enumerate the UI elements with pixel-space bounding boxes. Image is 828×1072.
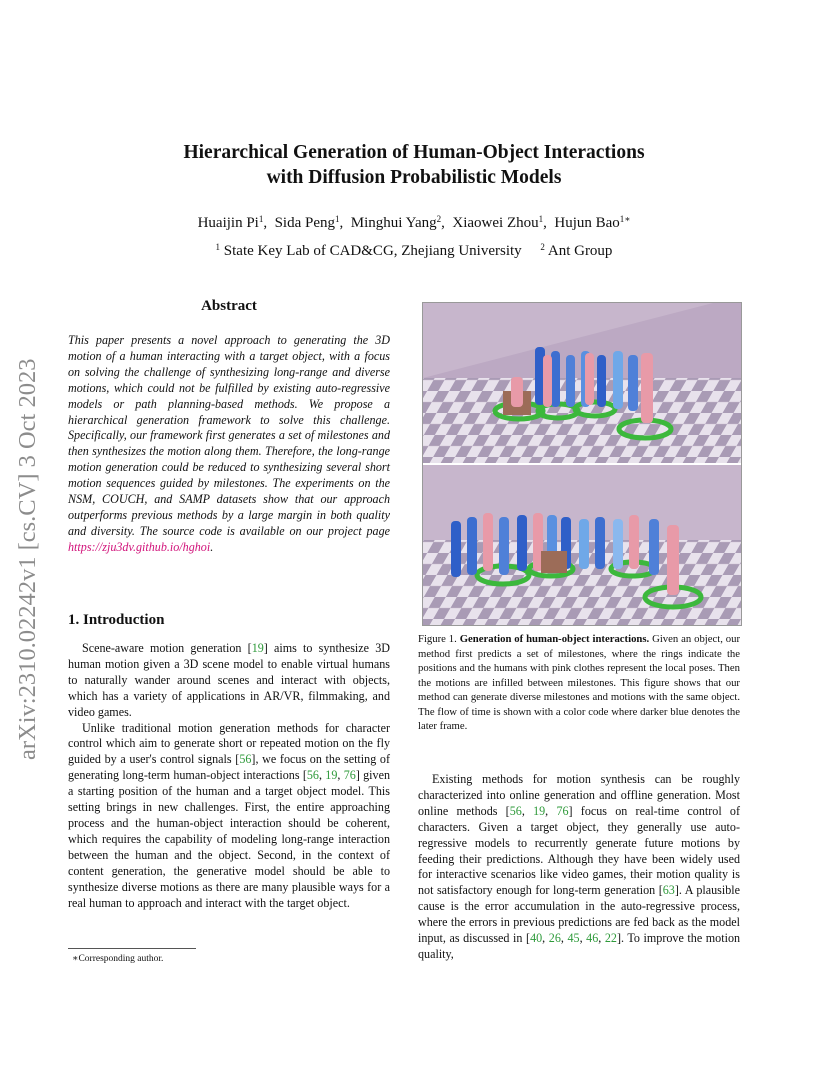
author: Minghui Yang$^2$ <box>350 214 442 231</box>
citation-link[interactable]: 76 <box>556 803 569 818</box>
author: Xiaowei Zhou$^1$ <box>452 214 544 231</box>
intro-body <box>68 641 390 911</box>
citation-link[interactable]: 22 <box>604 931 617 946</box>
author: Hujun Bao$^{1∗}$ <box>554 214 631 231</box>
paper-title <box>100 140 728 190</box>
figure-1-bottom-panel <box>423 465 741 625</box>
caption-label: Figure 1. <box>418 633 457 645</box>
abstract-heading: Abstract <box>201 298 257 314</box>
right-column-body <box>418 772 740 963</box>
citation-link[interactable]: 45 <box>567 931 580 946</box>
title-line-1: Hierarchical Generation of Human-Object Interactions <box>183 142 645 163</box>
citation-link[interactable]: 19 <box>251 641 264 655</box>
figure-1 <box>422 302 742 626</box>
paragraph: Unlike traditional motion generation methods for character control which aim to generate short or repeated motion on the fly guided by a user's control signals [56], we focus on the setting of generating long-term human-object interactions [56, 19, 76] given a starting position of the human and a target object model. This setting brings in new challenges. First, the entire approaching process and the human-object interaction should be coherent, which requires the capability of modeling long-range interaction between the human and the object. Second, in the context of content generation, the generative model should be able to synthesize diverse motions as there are many plausible ways for a real human to approach and interact with the target object. <box>68 720 391 910</box>
citation-link[interactable]: 26 <box>548 931 561 946</box>
affiliation-list: $^1$ State Key Lab of CAD&CG, Zhejiang University $^2$ Ant Group <box>215 242 613 259</box>
citation-link[interactable]: 46 <box>586 931 599 946</box>
footnote-rule <box>68 948 196 949</box>
footnote: ∗Corresponding author. <box>72 954 164 964</box>
author: Huaijin Pi$^1$ <box>197 214 264 231</box>
project-link[interactable]: https://zju3dv.github.io/hghoi <box>68 539 211 554</box>
section-heading: 1. Introduction <box>68 612 165 628</box>
paragraph: Scene-aware motion generation [19] aims to synthesize 3D human motion given a 3D scene model to enable virtual humans to naturally wander around scenes and interact with objects, which has a variety of applications in AR/VR, filmmaking, and video games. <box>68 641 390 719</box>
author: Sida Peng$^1$ <box>274 214 340 231</box>
figure-1-top-panel <box>423 303 741 463</box>
citation-link[interactable]: 19 <box>533 803 546 818</box>
citation-link[interactable]: 76 <box>343 768 356 783</box>
paragraph: Existing methods for motion synthesis can be roughly characterized into online generation and offline generation. Most online methods [56, 19, 76] focus on real-time control of characters. Given a target object, they generally use auto-regressive models to recurrently generate future motions by feeding their predictions. Although they have been widely used for interactive scenarios like video games, their motion quality is not satisfactory enough for long-term generation [63]. A plausible cause is the error accumulation in the auto-regressive process, where the errors in previous predictions are fed back as the model input, as discussed in [40, 26, 45, 46, 22]. To improve the motion quality, <box>418 772 741 961</box>
citation-link[interactable]: 63 <box>662 883 675 898</box>
citation-link[interactable]: 56 <box>239 752 252 767</box>
arxiv-id: arXiv:2310.02242v1 [cs.CV] 3 Oct 2023 <box>14 358 41 760</box>
citation-link[interactable]: 56 <box>306 768 319 783</box>
affiliation: Ant Group <box>547 243 613 259</box>
abstract-body: This paper presents a novel approach to generating the 3D motion of a human interacting with a target object, with a focus on solving the challenge of synthesizing long-range and diverse motions, which could not be fulfilled by existing auto-regressive models or path planning-based methods. We propose a hierarchical generation framework to solve this challenge. Specifically, our framework first generates a set of milestones and then synthesizes the motion along them. Therefore, the long-range motion generation could be reduced to synthesizing several short motion sequences guided by milestones. The experiments on the NSM, COUCH, and SAMP datasets show that our approach outperforms previous methods by a large margin in both quality and diversity. The source code is available on our project page https://zju3dv.github.io/hghoi. <box>68 333 390 554</box>
caption-title: Generation of human-object interactions. <box>459 633 650 645</box>
citation-link[interactable]: 56 <box>509 803 522 818</box>
affiliation: State Key Lab of CAD&CG, Zhejiang University <box>223 243 522 259</box>
caption-text: Given an object, our method first predicts a set of milestones, where the rings indicate the positions and the humans with pink clothes represent the local poses. Then the motions are infilled between milestones. This figure shows that our method can generate diverse milestones and motions with the same object. The flow of time is shown with a color code where darker blue denotes the later frame. <box>418 633 741 732</box>
citation-link[interactable]: 40 <box>530 931 543 946</box>
author-list: Huaijin Pi$^1$, Sida Peng$^1$, Minghui Yang$^2$, Xiaowei Zhou$^1$, Hujun Bao$^{1∗}$ <box>197 214 631 231</box>
citation-link[interactable]: 19 <box>325 768 338 783</box>
figure-caption <box>418 632 740 734</box>
title-line-2: with Diffusion Probabilistic Models <box>266 167 562 188</box>
